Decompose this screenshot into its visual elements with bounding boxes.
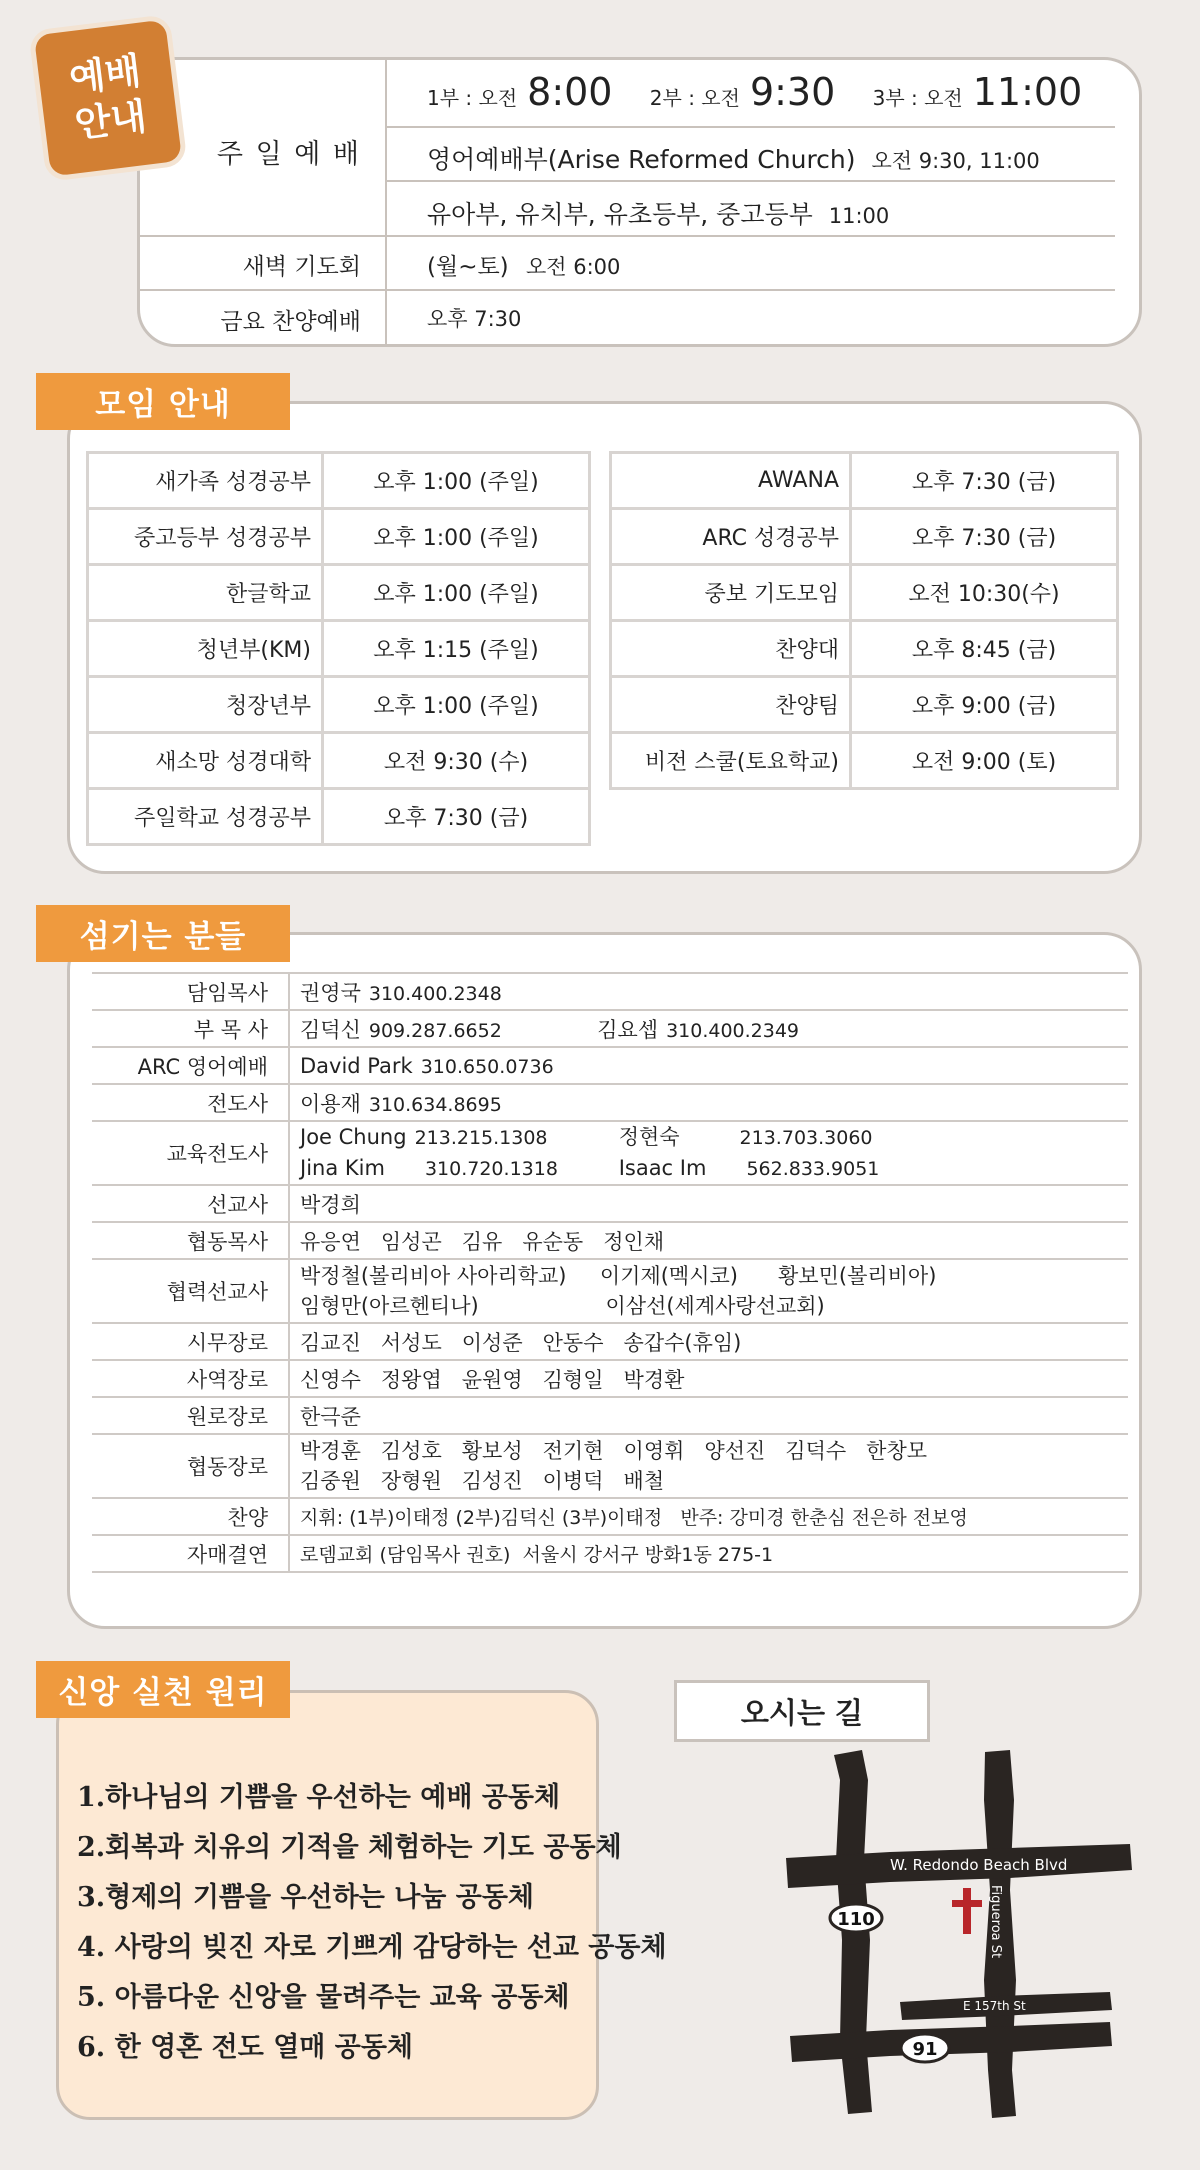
coop-missionaries-line: 임형만(아르헨티나) 이삼선(세계사랑선교회) bbox=[300, 1294, 825, 1318]
staff-row bbox=[92, 1259, 1128, 1323]
staff-row bbox=[92, 1222, 1128, 1259]
meeting-name: 주일학교 성경공부 bbox=[88, 789, 323, 845]
meeting-name: AWANA bbox=[611, 453, 851, 509]
person-phone: 562.833.9051 bbox=[746, 1158, 880, 1180]
badge-line: 예배 bbox=[67, 48, 144, 101]
meetings-left-table bbox=[86, 451, 591, 846]
staff-value: 신영수 정왕엽 윤원영 김형일 박경환 bbox=[289, 1360, 1128, 1397]
meeting-name: 한글학교 bbox=[88, 565, 323, 621]
children-depts: 유아부, 유치부, 유초등부, 중고등부 bbox=[427, 200, 813, 229]
dawn-time: 오전 6:00 bbox=[525, 255, 621, 279]
service-1 bbox=[427, 70, 612, 114]
meeting-time: 오후 1:00 (주일) bbox=[323, 509, 590, 565]
hwy-110-label: 110 bbox=[837, 1909, 875, 1930]
meeting-row bbox=[611, 509, 1118, 565]
staff-role: 사역장로 bbox=[92, 1360, 289, 1397]
friday-worship-label: 금요 찬양예배 bbox=[220, 309, 361, 335]
staff-value bbox=[289, 1121, 1128, 1185]
staff-value bbox=[289, 1259, 1128, 1323]
person-name: Joe Chung bbox=[300, 1125, 407, 1149]
staff-row bbox=[92, 1535, 1128, 1572]
staff-role: 담임목사 bbox=[92, 973, 289, 1010]
meeting-time: 오후 7:30 (금) bbox=[323, 789, 590, 845]
sunday-service-times bbox=[427, 70, 1082, 114]
staff-value bbox=[289, 1084, 1128, 1121]
staff-row bbox=[92, 1360, 1128, 1397]
meetings-title: 모임 안내 bbox=[36, 373, 290, 430]
person-name: 김덕신 bbox=[300, 1017, 361, 1042]
staff-row bbox=[92, 1084, 1128, 1121]
person-name: 권영국 bbox=[300, 980, 361, 1005]
coop-elders-line: 김중원 장형원 김성진 이병덕 배철 bbox=[300, 1469, 665, 1493]
church-cross-icon bbox=[952, 1888, 982, 1934]
person-phone: 310.650.0736 bbox=[420, 1055, 554, 1078]
service-prefix: 3부 : 오전 bbox=[872, 86, 963, 110]
street-label-figueroa: Figueroa St bbox=[988, 1885, 1003, 1959]
meeting-name: 새소망 성경대학 bbox=[88, 733, 323, 789]
staff-role: 전도사 bbox=[92, 1084, 289, 1121]
meeting-row bbox=[88, 677, 590, 733]
staff-role: 교육전도사 bbox=[92, 1121, 289, 1185]
person-name: Isaac Im bbox=[618, 1156, 707, 1180]
meeting-row bbox=[611, 453, 1118, 509]
meeting-time: 오후 1:15 (주일) bbox=[323, 621, 590, 677]
meeting-name: 중고등부 성경공부 bbox=[88, 509, 323, 565]
meetings-right-table bbox=[609, 451, 1119, 790]
service-time: 9:30 bbox=[749, 70, 836, 114]
row-divider bbox=[385, 180, 1115, 182]
service-time: 11:00 bbox=[972, 70, 1083, 114]
meeting-name: 청장년부 bbox=[88, 677, 323, 733]
meeting-name: 새가족 성경공부 bbox=[88, 453, 323, 509]
staff-value: 한극준 bbox=[289, 1397, 1128, 1434]
service-prefix: 2부 : 오전 bbox=[649, 86, 740, 110]
worship-panel bbox=[137, 57, 1142, 347]
meeting-name: 중보 기도모임 bbox=[611, 565, 851, 621]
person-phone: 213.215.1308 bbox=[414, 1127, 548, 1149]
staff-value bbox=[289, 1010, 1128, 1047]
meeting-name: 청년부(KM) bbox=[88, 621, 323, 677]
meeting-time: 오후 1:00 (주일) bbox=[323, 677, 590, 733]
staff-role: 협동장로 bbox=[92, 1434, 289, 1498]
staff-role: 부 목 사 bbox=[92, 1010, 289, 1047]
faith-item: 3.형제의 기쁨을 우선하는 나눔 공동체 bbox=[77, 1882, 535, 1913]
staff-row bbox=[92, 1121, 1128, 1185]
staff-role: 선교사 bbox=[92, 1185, 289, 1222]
english-service-name: 영어예배부(Arise Reformed Church) bbox=[427, 145, 856, 174]
meeting-row bbox=[611, 565, 1118, 621]
staff-title: 섬기는 분들 bbox=[36, 905, 290, 962]
staff-value: 김교진 서성도 이성준 안동수 송갑수(휴임) bbox=[289, 1323, 1128, 1360]
meeting-row bbox=[88, 509, 590, 565]
badge-line: 안내 bbox=[72, 94, 149, 147]
meeting-row bbox=[611, 733, 1118, 789]
person-name: 정현숙 bbox=[618, 1125, 680, 1149]
service-prefix: 1부 : 오전 bbox=[427, 86, 518, 110]
person-name: Jina Kim bbox=[300, 1156, 385, 1180]
staff-value: 지휘: (1부)이태정 (2부)김덕신 (3부)이태정 반주: 강미경 한춘심 전은하 전보영 bbox=[289, 1498, 1128, 1535]
sunday-worship-label: 주 일 예 배 bbox=[216, 139, 361, 170]
staff-role: 자매결연 bbox=[92, 1535, 289, 1572]
meeting-row bbox=[611, 677, 1118, 733]
person-name: 김요셉 bbox=[597, 1017, 659, 1042]
hwy-91-label: 91 bbox=[912, 2039, 938, 2060]
staff-row bbox=[92, 1498, 1128, 1535]
coop-elders-line: 박경훈 김성호 황보성 전기현 이영휘 양선진 김덕수 한창모 bbox=[300, 1439, 928, 1463]
staff-role: 원로장로 bbox=[92, 1397, 289, 1434]
children-service bbox=[427, 195, 889, 231]
staff-role: 협동목사 bbox=[92, 1222, 289, 1259]
meeting-time: 오전 10:30(수) bbox=[851, 565, 1118, 621]
row-divider bbox=[140, 235, 1115, 237]
meeting-time: 오후 8:45 (금) bbox=[851, 621, 1118, 677]
staff-row bbox=[92, 1323, 1128, 1360]
staff-row bbox=[92, 1434, 1128, 1498]
service-2 bbox=[650, 70, 835, 114]
meeting-row bbox=[88, 621, 590, 677]
meeting-row bbox=[88, 789, 590, 845]
worship-badge bbox=[34, 19, 182, 176]
staff-value: 박경희 bbox=[289, 1185, 1128, 1222]
directions-title: 오시는 길 bbox=[674, 1680, 930, 1742]
person-phone: 310.634.8695 bbox=[368, 1093, 502, 1116]
service-time: 8:00 bbox=[527, 70, 613, 114]
dawn-prayer-time bbox=[427, 248, 620, 281]
road-91 bbox=[790, 2022, 1112, 2062]
meeting-row bbox=[88, 453, 590, 509]
street-label-redondo: W. Redondo Beach Blvd bbox=[890, 1856, 1068, 1874]
meeting-time: 오후 1:00 (주일) bbox=[323, 453, 590, 509]
directions-map bbox=[770, 1740, 1150, 2120]
meeting-time: 오후 7:30 (금) bbox=[851, 453, 1118, 509]
staff-row bbox=[92, 1010, 1128, 1047]
worship-divider bbox=[385, 60, 387, 344]
english-service-time: 오전 9:30, 11:00 bbox=[871, 149, 1040, 173]
person-phone: 310.400.2348 bbox=[368, 982, 502, 1005]
staff-value: 유응연 임성곤 김유 유순동 정인채 bbox=[289, 1222, 1128, 1259]
person-phone: 310.400.2349 bbox=[666, 1019, 800, 1042]
meeting-name: 찬양팀 bbox=[611, 677, 851, 733]
staff-value bbox=[289, 1434, 1128, 1498]
english-service bbox=[427, 140, 1040, 176]
staff-role: 협력선교사 bbox=[92, 1259, 289, 1323]
coop-missionaries-line: 박정철(볼리비아 사아리학교) 이기제(멕시코) 황보민(볼리비아) bbox=[300, 1264, 937, 1288]
meeting-name: 찬양대 bbox=[611, 621, 851, 677]
faith-item: 4. 사랑의 빚진 자로 기쁘게 감당하는 선교 공동체 bbox=[77, 1932, 667, 1963]
dawn-prayer-label: 새벽 기도회 bbox=[242, 254, 361, 280]
staff-table bbox=[92, 972, 1128, 1573]
staff-value bbox=[289, 973, 1128, 1010]
staff-role: 찬양 bbox=[92, 1498, 289, 1535]
service-3 bbox=[873, 70, 1083, 114]
staff-role: ARC 영어예배 bbox=[92, 1047, 289, 1084]
meeting-row bbox=[88, 733, 590, 789]
map-roads bbox=[786, 1750, 1132, 2118]
meeting-row bbox=[611, 621, 1118, 677]
staff-value: 로뎀교회 (담임목사 권호) 서울시 강서구 방화1동 275-1 bbox=[289, 1535, 1128, 1572]
row-divider bbox=[140, 289, 1115, 291]
street-label-157th: E 157th St bbox=[963, 1999, 1026, 2013]
person-name: David Park bbox=[300, 1053, 413, 1078]
row-divider bbox=[385, 126, 1115, 128]
faith-item: 2.회복과 치유의 기적을 체험하는 기도 공동체 bbox=[77, 1832, 622, 1863]
person-name: 이용재 bbox=[300, 1091, 361, 1116]
friday-worship-time: 오후 7:30 bbox=[427, 307, 522, 331]
faith-item: 1.하나님의 기쁨을 우선하는 예배 공동체 bbox=[77, 1782, 561, 1813]
staff-row bbox=[92, 1397, 1128, 1434]
person-phone: 310.720.1318 bbox=[424, 1158, 558, 1180]
staff-row bbox=[92, 973, 1128, 1010]
children-time: 11:00 bbox=[828, 204, 890, 228]
meeting-time: 오후 1:00 (주일) bbox=[323, 565, 590, 621]
meeting-time: 오전 9:30 (수) bbox=[323, 733, 590, 789]
dawn-days: (월~토) bbox=[427, 254, 509, 280]
faith-item: 6. 한 영혼 전도 열매 공동체 bbox=[77, 2032, 414, 2063]
meeting-row bbox=[88, 565, 590, 621]
staff-row bbox=[92, 1185, 1128, 1222]
staff-value bbox=[289, 1047, 1128, 1084]
staff-row bbox=[92, 1047, 1128, 1084]
meeting-name: ARC 성경공부 bbox=[611, 509, 851, 565]
meeting-name: 비전 스쿨(토요학교) bbox=[611, 733, 851, 789]
person-phone: 909.287.6652 bbox=[368, 1019, 502, 1042]
faith-item: 5. 아름다운 신앙을 물려주는 교육 공동체 bbox=[77, 1982, 570, 2013]
meeting-time: 오전 9:00 (토) bbox=[851, 733, 1118, 789]
meeting-time: 오후 7:30 (금) bbox=[851, 509, 1118, 565]
meeting-time: 오후 9:00 (금) bbox=[851, 677, 1118, 733]
faith-list bbox=[77, 1773, 667, 2073]
staff-role: 시무장로 bbox=[92, 1323, 289, 1360]
faith-title: 신앙 실천 원리 bbox=[36, 1661, 290, 1718]
person-phone: 213.703.3060 bbox=[739, 1127, 873, 1149]
